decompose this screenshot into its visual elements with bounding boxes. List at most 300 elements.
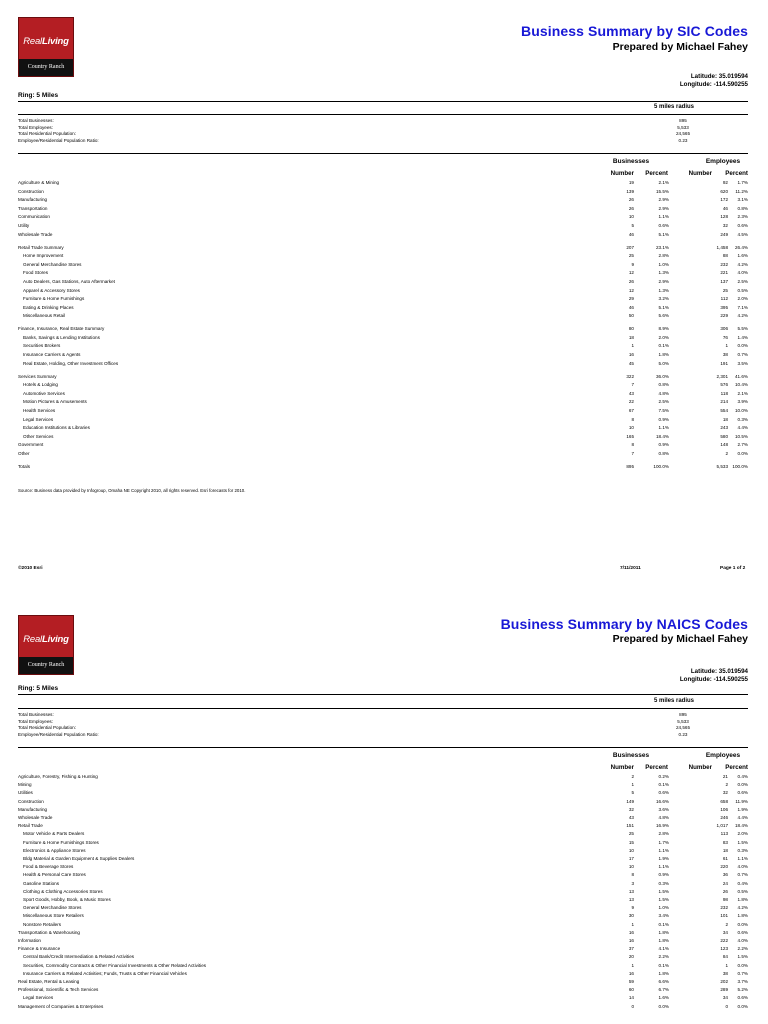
row-label: Health Services — [23, 407, 56, 413]
business-percent: 1.1% — [658, 864, 669, 870]
business-percent: 0.3% — [658, 880, 669, 886]
table-row — [18, 945, 748, 953]
business-count: 26 — [628, 278, 634, 284]
employee-percent: 4.4% — [737, 425, 748, 431]
row-label: Miscellaneous Store Retailers — [23, 913, 84, 919]
employee-percent: 2.1% — [737, 390, 748, 396]
row-label: Finance, Insurance, Real Estate Summary — [18, 326, 105, 332]
business-count: 15 — [628, 839, 634, 845]
employee-count: 554 — [720, 407, 728, 413]
employee-count: 32 — [722, 790, 728, 796]
business-percent: 36.0% — [655, 373, 669, 379]
business-percent: 5.1% — [658, 231, 669, 237]
business-percent: 3.2% — [658, 296, 669, 302]
row-label: General Merchandise Stores — [23, 905, 82, 911]
table-row — [18, 863, 748, 871]
employee-count: 32 — [722, 223, 728, 228]
business-percent: 0.8% — [658, 450, 669, 456]
business-count: 16 — [628, 352, 634, 357]
business-count: 7 — [631, 382, 634, 388]
row-label: Education Institutions & Libraries — [23, 425, 90, 431]
summary-value: 24,565 — [675, 725, 691, 730]
row-label: Insurance Carriers & Related Activities; Funds, Trusts & Other Financial Vehicles — [23, 970, 187, 976]
employee-percent: 5.5% — [737, 326, 748, 332]
summary-value: 0.23 — [678, 137, 688, 143]
employee-count: 172 — [720, 197, 728, 203]
summary-value: 5,533 — [677, 124, 689, 130]
employee-count: 232 — [720, 905, 728, 911]
summary-label: Total Employees: — [18, 718, 53, 724]
business-percent: 0.1% — [658, 782, 669, 788]
table-row — [18, 325, 748, 333]
employee-count: 395 — [720, 304, 728, 310]
employee-count: 191 — [720, 360, 728, 366]
longitude-label: Longitude: -114.590255 — [679, 81, 748, 88]
business-percent: 1.7% — [658, 839, 669, 845]
row-label: Gasoline Stations — [23, 880, 60, 886]
table-row — [18, 839, 748, 847]
table-row — [18, 994, 748, 1002]
business-percent: 6.6% — [658, 979, 669, 984]
business-count: 13 — [628, 888, 634, 894]
employee-count: 148 — [720, 442, 728, 448]
employee-percent: 0.5% — [737, 287, 748, 293]
business-count: 1 — [631, 343, 634, 349]
employee-count: 576 — [720, 382, 728, 388]
row-label: Other Services — [23, 433, 54, 439]
employee-count: 21 — [722, 774, 728, 779]
business-percent: 2.2% — [658, 954, 669, 960]
summary-value: 5,533 — [677, 718, 689, 724]
employee-count: 1,017 — [716, 823, 728, 829]
employee-count: 24 — [722, 880, 728, 886]
employee-count: 220 — [720, 864, 728, 870]
col-number: Number — [610, 170, 634, 177]
table-row — [18, 312, 748, 320]
employee-count: 221 — [720, 270, 728, 276]
row-label: Electronics & Appliance Stores — [23, 847, 86, 853]
table-row — [18, 1003, 748, 1011]
business-count: 60 — [628, 987, 634, 993]
employee-count: 249 — [720, 231, 728, 237]
employee-count: 306 — [720, 326, 728, 332]
employee-percent: 1.5% — [737, 839, 748, 845]
row-label: Food & Beverage Stores — [23, 864, 74, 870]
row-label: Motion Pictures & Amusements — [23, 399, 87, 405]
longitude-label: Longitude: -114.590255 — [679, 676, 748, 683]
business-count: 8 — [631, 416, 634, 422]
table-row — [18, 781, 748, 789]
business-count: 46 — [628, 231, 634, 237]
business-percent: 5.0% — [658, 360, 669, 366]
business-percent: 3.4% — [658, 913, 669, 919]
employee-percent: 3.5% — [737, 360, 748, 366]
row-label: Clothing & Clothing Accessories Stores — [23, 888, 103, 894]
col-percent: Percent — [725, 764, 748, 771]
business-percent: 7.5% — [658, 407, 669, 413]
ring-label: Ring: 5 Miles — [18, 92, 59, 99]
business-count: 46 — [628, 304, 634, 310]
row-label: General Merchandise Stores — [23, 261, 82, 267]
business-count: 13 — [628, 897, 634, 902]
row-label: Banks, Savings & Lending Institutions — [23, 334, 100, 340]
row-label: Agriculture & Mining — [18, 180, 60, 185]
table-row — [18, 773, 748, 781]
table-row — [18, 896, 748, 904]
summary-label: Employee/Residential Population Ratio: — [18, 731, 99, 737]
row-label: Securities, Commodity Contracts & Other Financial Investments & Other Related Activities — [23, 962, 207, 968]
employee-percent: 2.0% — [737, 831, 748, 837]
employee-percent: 1.8% — [737, 913, 748, 919]
employee-percent: 4.0% — [737, 270, 748, 276]
employee-count: 1 — [725, 962, 728, 968]
employee-count: 289 — [720, 987, 728, 993]
summary-row — [18, 125, 748, 131]
employee-percent: 1.6% — [737, 253, 748, 259]
business-count: 8 — [631, 872, 634, 878]
employee-percent: 0.0% — [737, 1003, 748, 1009]
employee-percent: 4.2% — [737, 313, 748, 319]
summary-row — [18, 732, 748, 738]
table-row — [18, 953, 748, 961]
business-count: 2 — [631, 774, 634, 779]
divider — [18, 694, 748, 695]
row-label: Bldg Material & Garden Equipment & Supplies Dealers — [23, 856, 135, 861]
employee-percent: 3.7% — [737, 979, 748, 984]
employee-percent: 11.9% — [735, 798, 748, 804]
employee-percent: 3.9% — [737, 399, 748, 405]
summary-label: Employee/Residential Population Ratio: — [18, 137, 99, 143]
business-count: 37 — [628, 946, 634, 952]
business-count: 30 — [628, 913, 634, 919]
employee-percent: 0.7% — [737, 970, 748, 976]
business-count: 19 — [628, 180, 634, 185]
row-label: Transportation — [18, 205, 48, 211]
business-percent: 5.1% — [658, 304, 669, 310]
business-count: 50 — [628, 313, 634, 319]
table-row — [18, 450, 748, 458]
row-label: Nonstore Retailers — [23, 921, 62, 927]
divider — [18, 114, 748, 115]
row-label: Apparel & Accessory Stores — [23, 287, 80, 293]
business-count: 16 — [628, 929, 634, 935]
employee-percent: 2.5% — [737, 278, 748, 284]
row-label: Home Improvement — [23, 253, 64, 259]
table-row — [18, 295, 748, 303]
divider — [18, 101, 748, 102]
col-number: Number — [688, 170, 712, 177]
business-count: 43 — [628, 390, 634, 396]
employee-count: 658 — [720, 798, 728, 804]
business-count: 22 — [628, 399, 634, 405]
business-percent: 0.0% — [658, 1003, 669, 1009]
employee-percent: 18.4% — [734, 823, 748, 829]
business-count: 32 — [628, 806, 634, 812]
business-count: 139 — [626, 188, 634, 194]
business-count: 20 — [628, 954, 634, 960]
business-count: 0 — [631, 1003, 634, 1009]
employee-count: 61 — [722, 856, 728, 861]
table-row — [18, 398, 748, 406]
business-percent: 2.0% — [658, 334, 669, 340]
table-row — [18, 222, 748, 230]
business-percent: 1.0% — [658, 905, 669, 911]
employee-count: 18 — [722, 847, 728, 853]
table-row — [18, 830, 748, 838]
col-percent: Percent — [645, 764, 668, 771]
table-row — [18, 390, 748, 398]
row-label: Legal Services — [23, 416, 54, 422]
table-row — [18, 269, 748, 277]
row-label: Utility — [18, 223, 30, 228]
table-row — [18, 441, 748, 449]
employee-percent: 1.5% — [737, 954, 748, 960]
business-count: 7 — [631, 450, 634, 456]
report-title: Business Summary by NAICS Codes — [500, 616, 748, 632]
row-label: Real Estate, Holding, Other Investment Offices — [23, 360, 119, 366]
table-row — [18, 416, 748, 424]
business-percent: 1.8% — [658, 970, 669, 976]
employee-count: 137 — [720, 278, 728, 284]
business-count: 43 — [628, 815, 634, 820]
employee-count: 620 — [720, 188, 728, 194]
business-percent: 0.6% — [658, 223, 669, 228]
business-count: 18 — [628, 334, 634, 340]
business-count: 59 — [628, 979, 634, 984]
employee-percent: 26.4% — [734, 244, 748, 250]
employee-count: 214 — [720, 399, 728, 405]
business-percent: 1.5% — [658, 888, 669, 894]
employee-percent: 0.6% — [737, 995, 748, 1001]
summary-value: 895 — [679, 118, 687, 123]
employee-count: 2,301 — [716, 373, 728, 379]
table-row — [18, 962, 748, 970]
employee-percent: 0.6% — [737, 790, 748, 796]
row-label: Construction — [18, 798, 44, 804]
table-row — [18, 970, 748, 978]
business-count: 151 — [626, 823, 634, 829]
business-count: 10 — [628, 847, 634, 853]
employee-percent: 100.0% — [732, 463, 748, 469]
business-percent: 0.1% — [658, 343, 669, 349]
employee-percent: 2.3% — [737, 214, 748, 220]
business-percent: 0.9% — [658, 872, 669, 878]
row-label: Health & Personal Care Stores — [23, 872, 86, 878]
business-count: 3 — [631, 880, 634, 886]
employee-count: 229 — [720, 313, 728, 319]
table-row — [18, 463, 748, 471]
footer-copyright: ©2010 Esri — [18, 566, 43, 571]
divider — [18, 747, 748, 748]
row-label: Legal Services — [23, 995, 54, 1001]
summary-value: 895 — [679, 712, 687, 717]
col-percent: Percent — [645, 170, 668, 177]
employee-count: 202 — [720, 979, 728, 984]
business-count: 895 — [626, 463, 634, 469]
col-number: Number — [610, 764, 634, 771]
employee-percent: 0.0% — [737, 782, 748, 788]
business-count: 322 — [626, 373, 634, 379]
employee-count: 1,458 — [716, 244, 728, 250]
table-row — [18, 814, 748, 822]
row-label: Utilities — [18, 790, 33, 796]
business-count: 9 — [631, 261, 634, 267]
employee-percent: 4.4% — [737, 815, 748, 820]
business-count: 5 — [631, 223, 634, 228]
employee-count: 18 — [722, 416, 728, 422]
table-row — [18, 937, 748, 945]
row-label: Real Estate, Rental & Leasing — [18, 979, 80, 984]
business-percent: 5.6% — [658, 313, 669, 319]
employee-count: 128 — [720, 214, 728, 220]
employee-percent: 4.2% — [737, 261, 748, 267]
employee-count: 34 — [722, 929, 728, 935]
company-logo — [18, 17, 74, 77]
employee-percent: 0.8% — [737, 205, 748, 211]
business-percent: 16.6% — [655, 798, 669, 804]
business-percent: 2.9% — [658, 205, 669, 211]
table-row — [18, 381, 748, 389]
row-label: Automotive Services — [23, 390, 65, 396]
row-label: Communication — [18, 214, 50, 220]
table-row — [18, 806, 748, 814]
employee-percent: 0.0% — [737, 962, 748, 968]
row-label: Other — [18, 450, 30, 456]
row-label: Wholesale Trade — [18, 231, 53, 237]
employee-percent: 0.7% — [737, 352, 748, 357]
business-count: 149 — [626, 798, 634, 804]
row-label: Manufacturing — [18, 806, 48, 812]
col-number: Number — [688, 764, 712, 771]
employee-percent: 2.7% — [737, 442, 748, 448]
business-percent: 1.3% — [658, 287, 669, 293]
radius-header: 5 miles radius — [653, 104, 695, 110]
business-percent: 2.5% — [658, 399, 669, 405]
business-percent: 15.5% — [655, 188, 669, 194]
row-label: Totals — [18, 463, 30, 469]
business-percent: 2.9% — [658, 197, 669, 203]
row-label: Hotels & Lodging — [23, 382, 58, 388]
footer-page-number: Page 1 of 2 — [720, 566, 746, 571]
row-label: Food Stores — [23, 270, 49, 276]
row-label: Construction — [18, 188, 44, 194]
table-row — [18, 351, 748, 359]
business-percent: 0.1% — [658, 962, 669, 968]
employee-count: 46 — [722, 205, 728, 211]
logo-wordmark: RealLiving — [23, 634, 69, 645]
employee-count: 2 — [725, 782, 728, 788]
row-label: Manufacturing — [18, 197, 48, 203]
employee-percent: 0.3% — [737, 847, 748, 853]
employee-percent: 0.7% — [737, 872, 748, 878]
employee-count: 222 — [720, 938, 728, 943]
employee-percent: 4.2% — [737, 905, 748, 911]
row-label: Furniture & Home Furnishings Stores — [23, 839, 99, 845]
row-label: Securities Brokers — [23, 343, 61, 349]
table-row — [18, 986, 748, 994]
employee-count: 92 — [722, 180, 728, 185]
business-percent: 1.6% — [658, 995, 669, 1001]
employee-count: 26 — [722, 888, 728, 894]
divider — [18, 708, 748, 709]
summary-row — [18, 719, 748, 725]
row-label: Transportation & Warehousing — [18, 929, 80, 935]
employees-header: Employees — [705, 752, 741, 759]
summary-label: Total Residential Population: — [18, 725, 76, 730]
logo-wordmark: RealLiving — [23, 36, 69, 47]
employee-percent: 1.8% — [737, 897, 748, 902]
col-percent: Percent — [725, 170, 748, 177]
business-percent: 16.9% — [655, 823, 669, 829]
business-percent: 4.8% — [658, 390, 669, 396]
logo-office-name: Country Ranch — [19, 657, 73, 674]
business-percent: 0.6% — [658, 790, 669, 796]
employee-percent: 4.0% — [737, 864, 748, 870]
row-label: Auto Dealers, Gas Stations, Auto Aftermarket — [23, 278, 115, 284]
summary-label: Total Employees: — [18, 124, 53, 130]
employee-count: 34 — [722, 995, 728, 1001]
table-row — [18, 278, 748, 286]
report-page-2 — [0, 598, 768, 1024]
business-count: 14 — [628, 995, 634, 1001]
employee-count: 106 — [720, 806, 728, 812]
table-row — [18, 179, 748, 187]
row-label: Retail Trade Summary — [18, 244, 64, 250]
business-percent: 4.1% — [658, 946, 669, 952]
business-percent: 1.8% — [658, 938, 669, 943]
table-row — [18, 929, 748, 937]
summary-row — [18, 725, 748, 731]
business-count: 67 — [628, 407, 634, 413]
table-row — [18, 888, 748, 896]
business-count: 10 — [628, 425, 634, 431]
coordinates — [680, 73, 748, 89]
business-count: 16 — [628, 970, 634, 976]
table-row — [18, 205, 748, 213]
table-row — [18, 287, 748, 295]
row-label: Sport Goods, Hobby, Book, & Music Stores — [23, 897, 111, 902]
table-row — [18, 424, 748, 432]
employee-percent: 3.1% — [737, 197, 748, 203]
employee-percent: 1.1% — [737, 856, 748, 861]
row-label: Agriculture, Forestry, Fishing & Hunting — [18, 774, 98, 779]
row-label: Wholesale Trade — [18, 815, 53, 820]
table-row — [18, 196, 748, 204]
business-percent: 1.3% — [658, 270, 669, 276]
business-count: 45 — [628, 360, 634, 366]
employee-percent: 0.0% — [737, 450, 748, 456]
employee-count: 76 — [722, 334, 728, 340]
summary-row — [18, 712, 748, 718]
employee-count: 5,533 — [716, 463, 728, 469]
business-count: 165 — [626, 433, 634, 439]
row-label: Motor Vehicle & Parts Dealers — [23, 831, 85, 837]
table-row — [18, 904, 748, 912]
logo-office-name: Country Ranch — [19, 59, 73, 76]
employee-count: 38 — [722, 352, 728, 357]
business-count: 26 — [628, 197, 634, 203]
employee-count: 25 — [722, 287, 728, 293]
business-count: 9 — [631, 905, 634, 911]
business-percent: 0.1% — [658, 921, 669, 927]
employee-count: 38 — [722, 970, 728, 976]
employee-count: 1 — [725, 343, 728, 349]
employee-count: 83 — [722, 839, 728, 845]
business-percent: 2.8% — [658, 253, 669, 259]
employee-count: 112 — [720, 296, 728, 302]
employee-percent: 10.5% — [734, 433, 748, 439]
business-percent: 1.1% — [658, 847, 669, 853]
